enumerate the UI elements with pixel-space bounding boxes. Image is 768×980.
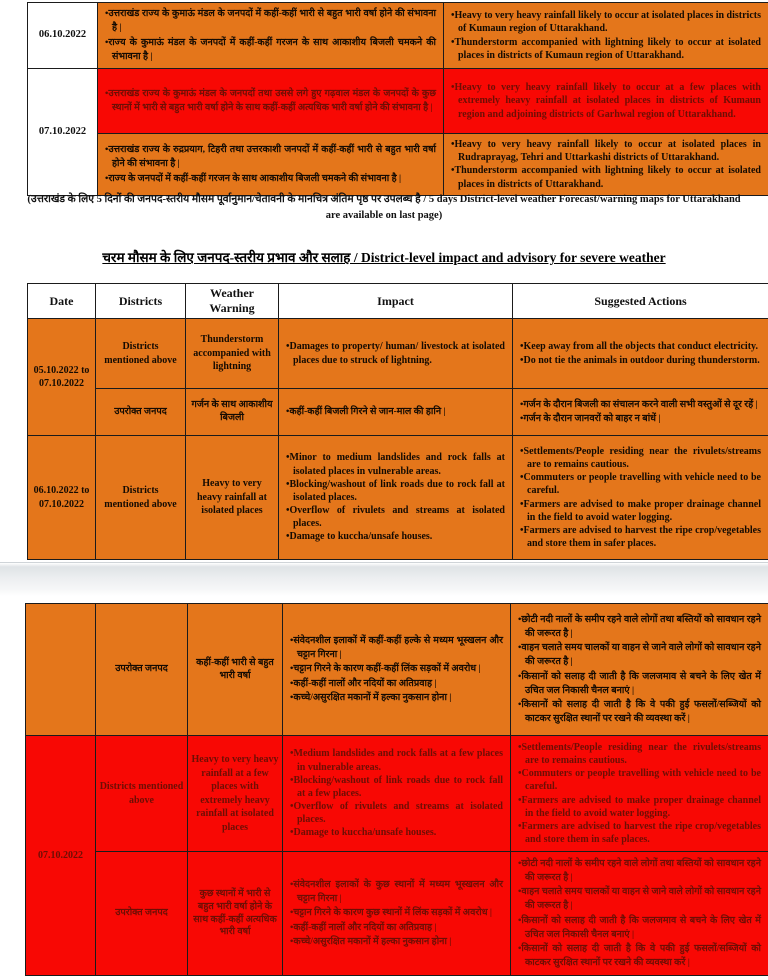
action-bullet: •वाहन चलाते समय चालकों या वाहन से जाने वाले लोगों को सावधान रहने की जरूरत है | [518, 887, 761, 912]
action-bullet: •किसानों को सलाह दी जाती है कि जलजमाव से बचने के लिए खेत में उचित जल निकासी चैनल बनाएं | [518, 915, 761, 940]
weather-warning-cell: Heavy to very heavy rainfall at a few places with extremely heavy rainfall at isolated places [188, 736, 283, 852]
actions-cell [511, 604, 768, 736]
impact-bullet: •Blocking/washout of link roads due to rock fall at isolated places. [286, 478, 505, 503]
districts-cell: उपरोक्त जनपद [96, 389, 186, 436]
districts-cell: Districts mentioned above [96, 436, 186, 560]
action-bullet: •छोटी नदी नालों के समीप रहने वाले लोगों तथा बस्तियों को सावधान रहने की जरूरत है | [518, 614, 761, 639]
impact-bullet: •संवेदनशील इलाकों में कहीं-कहीं हल्के से मध्यम भूस्खलन और चट्टान गिरना | [290, 635, 503, 661]
impact-bullet: •कच्चे/असुरक्षित मकानों में हल्का नुकसान होना | [290, 936, 452, 947]
action-bullet: •वाहन चलाते समय चालकों या वाहन से जाने वाले लोगों को सावधान रहने की जरूरत है | [518, 643, 761, 668]
impact-bullet: •Overflow of rivulets and streams at isolated places. [286, 505, 505, 530]
impact-bullet: •Medium landslides and rock falls at a few places in vulnerable areas. [290, 748, 503, 773]
actions-cell [511, 852, 768, 976]
column-header-districts: Districts [96, 284, 186, 319]
weather-warning-cell: कुछ स्थानों में भारी से बहुत भारी वर्षा होने के साथ कहीं-कहीं अत्यधिक भारी वर्षा [188, 852, 283, 976]
impact-advisory-table-continued [25, 603, 768, 976]
action-bullet: •Settlements/People residing near the rivulets/streams are to remains cautious. [518, 741, 761, 766]
impact-bullet: •Damage to kuccha/unsafe houses. [290, 827, 437, 839]
page-separator [0, 562, 768, 596]
impact-advisory-table [27, 283, 768, 560]
column-header-suggested-actions: Suggested Actions [513, 284, 768, 319]
forecast-bullet: •राज्य के जनपदों में कहीं-कहीं गरजन के साथ आकाशीय बिजली चमकने की संभावना है | [105, 173, 402, 184]
action-bullet: •Commuters or people travelling with vehicle need to be careful. [518, 768, 761, 793]
warning-forecast-table [27, 2, 768, 196]
impact-bullet: •कच्चे/असुरक्षित मकानों में हल्का नुकसान होना | [290, 692, 452, 703]
weather-warning-cell: गर्जन के साथ आकाशीय बिजली [186, 389, 279, 436]
impact-cell [279, 319, 513, 389]
action-bullet: •Commuters or people travelling with vehicle need to be careful. [520, 472, 761, 497]
column-header-weather-warning: Weather Warning [186, 284, 279, 319]
english-forecast-cell [444, 134, 768, 196]
date-cell: 05.10.2022 to 07.10.2022 [28, 319, 96, 436]
impact-bullet: •कहीं-कहीं बिजली गिरने से जान-माल की हानि | [286, 406, 446, 417]
action-bullet: •किसानों को सलाह दी जाती है कि जलजमाव से बचने के लिए खेत में उचित जल निकासी चैनल बनाएं | [518, 671, 761, 696]
districts-cell: Districts mentioned above [96, 736, 188, 852]
districts-cell: उपरोक्त जनपद [96, 604, 188, 736]
impact-cell [279, 436, 513, 560]
forecast-bullet: •उत्तराखंड राज्य के रुद्रप्रयाग, टिहरी तथा उत्तरकाशी जनपदों में कहीं-कहीं भारी से बहुत भारी वर्षा होने की संभावना है | [105, 145, 436, 170]
english-forecast-cell [444, 69, 768, 134]
actions-cell [511, 736, 768, 852]
impact-bullet: •चट्टान गिरने के कारण कहीं-कहीं लिंक सड़कों में अवरोध | [290, 664, 481, 675]
action-bullet: •किसानों को सलाह दी जाती है कि वे पकी हुई फसलों/सब्जियों को काटकर सुरक्षित स्थानों पर रखने की व्यवस्था करें | [518, 700, 761, 725]
action-bullet: •Farmers are advised to harvest the ripe crop/vegetables and store them in safer places. [520, 524, 761, 550]
actions-cell [513, 319, 768, 389]
impact-cell [283, 852, 511, 976]
weather-warning-cell: कहीं-कहीं भारी से बहुत भारी वर्षा [188, 604, 283, 736]
date-cell [26, 604, 96, 736]
date-cell: 07.10.2022 [26, 736, 96, 976]
column-header-impact: Impact [279, 284, 513, 319]
action-bullet: •छोटी नदी नालों के समीप रहने वाले लोगों तथा बस्तियों को सावधान रहने की जरूरत है | [518, 858, 761, 883]
districts-cell: Districts mentioned above [96, 319, 186, 389]
impact-bullet: •Overflow of rivulets and streams at isolated places. [290, 801, 503, 826]
action-bullet: •Settlements/People residing near the rivulets/streams are to remains cautious. [520, 445, 761, 470]
action-bullet: •Farmers are advised to make proper drainage channel in the field to avoid water logging. [518, 794, 761, 819]
impact-bullet: •Damage to kuccha/unsafe houses. [286, 531, 433, 543]
action-bullet: •गर्जन के दौरान बिजली का संचालन करने वाली सभी वस्तुओं से दूर रहें | [520, 399, 758, 410]
english-forecast-cell [444, 3, 768, 69]
hindi-forecast-cell [98, 69, 444, 134]
action-bullet: •Keep away from all the objects that conduct electricity. [520, 341, 758, 353]
forecast-bullet: •राज्य के कुमाऊं मंडल के जनपदों में कहीं-कहीं गरजन के साथ आकाशीय बिजली चमकने की संभावना है | [105, 37, 436, 62]
impact-cell [279, 389, 513, 436]
forecast-bullet: •Thunderstorm accompanied with lightning likely to occur at isolated places in districts of Uttarakhand. [451, 165, 761, 190]
forecast-bullet: •Thunderstorm accompanied with lightning likely to occur at isolated places in districts of Kumaun region of Uttarakhand. [451, 36, 761, 61]
impact-bullet: •Blocking/washout of link roads due to rock fall at a few places. [290, 774, 503, 799]
hindi-forecast-cell [98, 3, 444, 69]
weather-warning-cell: Heavy to very heavy rainfall at isolated places [186, 436, 279, 560]
forecast-bullet: •उत्तराखंड राज्य के कुमाऊं मंडल के जनपदों तथा उससे लगे हुए गढ़वाल मंडल के जनपदों के कुछ स्थानों में भारी से बहुत भारी वर्षा होने के साथ कहीं-कहीं अत्यधिक भारी वर्षा होने की संभावना है | [105, 88, 436, 113]
section-heading: चरम मौसम के लिए जनपद-स्तरीय प्रभाव और सलाह / District-level impact and advisory for severe weather [102, 250, 666, 265]
action-bullet: •Farmers are advised to harvest the ripe crop/vegetables and store them in safe places. [518, 820, 761, 846]
forecast-bullet: •Heavy to very heavy rainfall likely to occur at isolated places in Rudraprayag, Tehri and Uttarkashi districts of Uttarakhand. [451, 139, 761, 164]
districts-cell: उपरोक्त जनपद [96, 852, 188, 976]
impact-bullet: •चट्टान गिरने के कारण कुछ स्थानों में लिंक सड़कों में अवरोध | [290, 908, 493, 919]
impact-bullet: •Damages to property/ human/ livestock at isolated places due to struck of lightning. [286, 341, 505, 366]
forecast-bullet: •Heavy to very heavy rainfall likely to occur at isolated places in districts of Kumaun region of Uttarakhand. [451, 10, 761, 35]
action-bullet: •Farmers are advised to make proper drainage channel in the field to avoid water logging. [520, 498, 761, 523]
weather-warning-cell: Thunderstorm accompanied with lightning [186, 319, 279, 389]
action-bullet: •किसानों को सलाह दी जाती है कि वे पकी हुई फसलों/सब्जियों को काटकर सुरक्षित स्थानों पर रखने की व्यवस्था करें | [518, 944, 761, 969]
impact-bullet: •कहीं-कहीं नालों और नदियों का अतिप्रवाह | [290, 922, 437, 933]
date-cell: 06.10.2022 to 07.10.2022 [28, 436, 96, 560]
impact-bullet: •संवेदनशील इलाकों के कुछ स्थानों में मध्यम भूस्खलन और चट्टान गिरना | [290, 879, 503, 905]
actions-cell [513, 436, 768, 560]
forecast-bullet: •उत्तराखंड राज्य के कुमाऊं मंडल के जनपदों में कहीं-कहीं भारी से बहुत भारी वर्षा होने की संभावना है | [105, 9, 436, 34]
date-cell: 07.10.2022 [28, 69, 98, 196]
impact-bullet: •Minor to medium landslides and rock falls at isolated places in vulnerable areas. [286, 452, 505, 477]
column-header-date: Date [28, 284, 96, 319]
hindi-forecast-cell [98, 134, 444, 196]
action-bullet: •Do not tie the animals in outdoor during thunderstorm. [520, 354, 760, 366]
action-bullet: •गर्जन के दौरान जानवरों को बाहर न बांधें | [520, 414, 661, 424]
impact-bullet: •कहीं-कहीं नालों और नदियों का अतिप्रवाह | [290, 678, 437, 689]
footer-note: (उत्तराखंड के लिए 5 दिनों की जनपद-स्तरीय मौसम पूर्वानुमान/चेतावनी के मानचित्र अंतिम पृष्ठ पर उपलब्ध है / 5 days District-level weather Forecast/warning maps for Uttarakhand are available on last page) [27, 194, 741, 222]
date-cell: 06.10.2022 [28, 3, 98, 69]
impact-cell [283, 736, 511, 852]
impact-cell [283, 604, 511, 736]
actions-cell [513, 389, 768, 436]
forecast-bullet: •Heavy to very heavy rainfall likely to occur at a few places with extremely heavy rainfall at isolated places in districts of Kumaun region and adjoining districts of Garhwal region of Uttarakhand. [451, 82, 761, 120]
